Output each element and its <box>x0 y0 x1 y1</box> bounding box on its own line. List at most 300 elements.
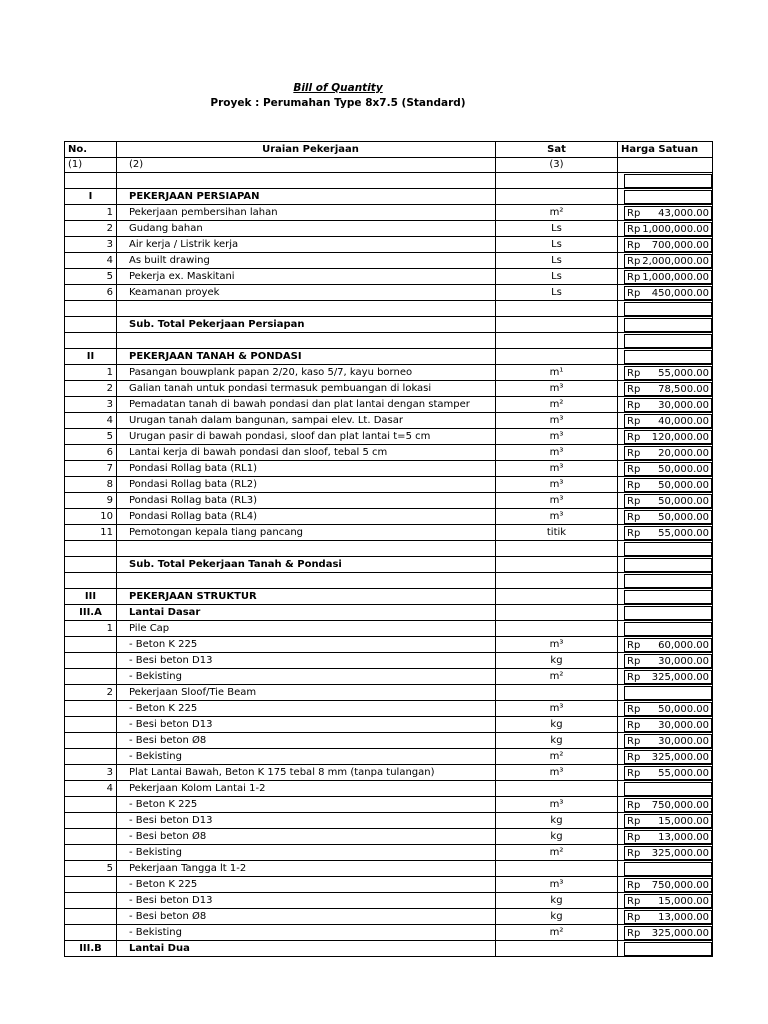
item-unit: m³ <box>496 637 618 653</box>
currency-label: Rp <box>627 287 641 299</box>
price-box <box>624 590 712 604</box>
item-unit-price <box>618 685 713 701</box>
project-subtitle: Proyek : Perumahan Type 8x7.5 (Standard) <box>210 97 466 109</box>
item-unit: m² <box>496 925 618 941</box>
item-description: Pekerjaan Tangga lt 1-2 <box>117 861 496 877</box>
currency-label: Rp <box>627 495 641 507</box>
item-unit: kg <box>496 909 618 925</box>
table-row <box>65 173 713 189</box>
currency-label: Rp <box>627 415 641 427</box>
currency-label: Rp <box>627 831 641 843</box>
item-no: III <box>65 589 117 605</box>
item-description: - Bekisting <box>117 669 496 685</box>
item-description: - Besi beton Ø8 <box>117 733 496 749</box>
item-unit-price <box>618 333 713 349</box>
item-unit-price <box>618 733 713 749</box>
item-no: III.A <box>65 605 117 621</box>
item-description: Pondasi Rollag bata (RL2) <box>117 477 496 493</box>
price-box <box>624 766 712 780</box>
item-unit <box>496 621 618 637</box>
price-box <box>624 558 712 572</box>
item-unit-price <box>618 813 713 829</box>
item-unit: titik <box>496 525 618 541</box>
item-no: III.B <box>65 941 117 957</box>
item-no <box>65 701 117 717</box>
price-amount: 120,000.00 <box>651 431 709 443</box>
item-no: 4 <box>65 253 117 269</box>
table-row <box>65 701 713 717</box>
price-box <box>624 398 712 412</box>
item-unit-price <box>618 349 713 365</box>
price-box <box>624 494 712 508</box>
price-box <box>624 286 712 300</box>
item-unit-price <box>618 397 713 413</box>
item-description: PEKERJAAN STRUKTUR <box>117 589 496 605</box>
item-unit: m³ <box>496 461 618 477</box>
item-unit-price <box>618 765 713 781</box>
item-no: 11 <box>65 525 117 541</box>
price-amount: 43,000.00 <box>658 207 709 219</box>
price-box <box>624 318 712 332</box>
item-unit <box>496 941 618 957</box>
item-no <box>65 845 117 861</box>
item-unit-price <box>618 205 713 221</box>
item-description <box>117 541 496 557</box>
table-row <box>65 909 713 925</box>
item-unit-price <box>618 749 713 765</box>
item-unit-price <box>618 253 713 269</box>
item-unit: m² <box>496 749 618 765</box>
table-row <box>65 189 713 205</box>
item-unit: kg <box>496 893 618 909</box>
price-amount: 50,000.00 <box>658 495 709 507</box>
item-description: Pondasi Rollag bata (RL4) <box>117 509 496 525</box>
price-box <box>624 222 712 236</box>
price-box <box>624 846 712 860</box>
item-unit-price <box>618 829 713 845</box>
item-unit <box>496 189 618 205</box>
table-row <box>65 813 713 829</box>
table-row <box>65 877 713 893</box>
item-unit-price <box>618 605 713 621</box>
price-amount: 30,000.00 <box>658 399 709 411</box>
item-no: 9 <box>65 493 117 509</box>
item-unit <box>496 173 618 189</box>
currency-label: Rp <box>627 927 641 939</box>
price-amount: 20,000.00 <box>658 447 709 459</box>
price-amount: 1,000,000.00 <box>642 223 709 235</box>
item-unit-price <box>618 941 713 957</box>
item-description <box>117 573 496 589</box>
item-unit: m² <box>496 669 618 685</box>
item-description: - Besi beton D13 <box>117 893 496 909</box>
price-amount: 15,000.00 <box>658 815 709 827</box>
item-unit: kg <box>496 813 618 829</box>
item-unit <box>496 573 618 589</box>
item-unit <box>496 333 618 349</box>
price-box <box>624 734 712 748</box>
item-unit-price <box>618 573 713 589</box>
price-box <box>624 670 712 684</box>
item-description: Plat Lantai Bawah, Beton K 175 tebal 8 mm (tanpa tulangan) <box>117 765 496 781</box>
item-no: 8 <box>65 477 117 493</box>
table-row <box>65 269 713 285</box>
item-no <box>65 797 117 813</box>
price-box <box>624 382 712 396</box>
item-unit: m³ <box>496 429 618 445</box>
colnum-4 <box>618 157 713 173</box>
item-unit: m² <box>496 845 618 861</box>
currency-label: Rp <box>627 767 641 779</box>
item-description <box>117 173 496 189</box>
item-description: Urugan tanah dalam bangunan, sampai elev. Lt. Dasar <box>117 413 496 429</box>
price-box <box>624 926 712 940</box>
item-description: - Bekisting <box>117 925 496 941</box>
item-unit: m¹ <box>496 365 618 381</box>
table-row <box>65 461 713 477</box>
item-no <box>65 541 117 557</box>
item-no: 3 <box>65 765 117 781</box>
item-no <box>65 717 117 733</box>
item-description: Air kerja / Listrik kerja <box>117 237 496 253</box>
price-amount: 50,000.00 <box>658 479 709 491</box>
item-no <box>65 877 117 893</box>
price-amount: 55,000.00 <box>658 767 709 779</box>
currency-label: Rp <box>627 223 641 235</box>
column-number-row <box>65 157 713 173</box>
item-unit <box>496 349 618 365</box>
table-row <box>65 365 713 381</box>
price-amount: 325,000.00 <box>651 671 709 683</box>
item-no: 1 <box>65 365 117 381</box>
item-no <box>65 669 117 685</box>
bill-of-quantity-table <box>64 141 713 957</box>
item-unit: kg <box>496 717 618 733</box>
price-box <box>624 350 712 364</box>
price-box <box>624 862 712 876</box>
table-row <box>65 733 713 749</box>
item-no <box>65 301 117 317</box>
item-no <box>65 749 117 765</box>
item-unit: Ls <box>496 269 618 285</box>
item-unit-price <box>618 669 713 685</box>
header-sat: Sat <box>496 142 618 158</box>
table-row <box>65 509 713 525</box>
price-amount: 750,000.00 <box>651 799 709 811</box>
item-unit: m³ <box>496 509 618 525</box>
item-no <box>65 637 117 653</box>
table-row <box>65 781 713 797</box>
price-box <box>624 174 712 188</box>
item-description: Sub. Total Pekerjaan Persiapan <box>117 317 496 333</box>
colnum-2: (2) <box>117 157 496 173</box>
item-no: 3 <box>65 237 117 253</box>
item-unit-price <box>618 861 713 877</box>
currency-label: Rp <box>627 447 641 459</box>
currency-label: Rp <box>627 399 641 411</box>
table-row <box>65 925 713 941</box>
item-no <box>65 653 117 669</box>
item-no: 10 <box>65 509 117 525</box>
item-description: PEKERJAAN PERSIAPAN <box>117 189 496 205</box>
item-unit-price <box>618 509 713 525</box>
item-no: 2 <box>65 221 117 237</box>
table-row <box>65 861 713 877</box>
currency-label: Rp <box>627 639 641 651</box>
item-description: Pekerjaan pembersihan lahan <box>117 205 496 221</box>
price-amount: 700,000.00 <box>651 239 709 251</box>
item-unit <box>496 781 618 797</box>
price-box <box>624 782 712 796</box>
document-title: Bill of Quantity <box>293 82 383 94</box>
table-row <box>65 477 713 493</box>
item-unit-price <box>618 301 713 317</box>
price-amount: 750,000.00 <box>651 879 709 891</box>
item-unit: Ls <box>496 253 618 269</box>
table-row <box>65 493 713 509</box>
item-no: 4 <box>65 781 117 797</box>
price-amount: 55,000.00 <box>658 527 709 539</box>
item-unit: m³ <box>496 877 618 893</box>
table-row <box>65 653 713 669</box>
table-row <box>65 253 713 269</box>
item-unit: m³ <box>496 477 618 493</box>
price-box <box>624 270 712 284</box>
price-box <box>624 478 712 492</box>
item-unit-price <box>618 877 713 893</box>
currency-label: Rp <box>627 911 641 923</box>
table-row <box>65 829 713 845</box>
item-description: - Bekisting <box>117 845 496 861</box>
price-box <box>624 446 712 460</box>
item-unit <box>496 317 618 333</box>
table-row <box>65 525 713 541</box>
item-no: 6 <box>65 445 117 461</box>
item-description: - Besi beton D13 <box>117 717 496 733</box>
currency-label: Rp <box>627 527 641 539</box>
price-amount: 30,000.00 <box>658 735 709 747</box>
item-unit-price <box>618 445 713 461</box>
item-description: Lantai kerja di bawah pondasi dan sloof, tebal 5 cm <box>117 445 496 461</box>
price-box <box>624 942 712 956</box>
item-unit: kg <box>496 733 618 749</box>
item-no: 7 <box>65 461 117 477</box>
item-unit: m³ <box>496 413 618 429</box>
item-no: 5 <box>65 269 117 285</box>
item-unit: Ls <box>496 221 618 237</box>
item-unit-price <box>618 189 713 205</box>
item-no <box>65 173 117 189</box>
item-description: Lantai Dasar <box>117 605 496 621</box>
item-unit-price <box>618 285 713 301</box>
currency-label: Rp <box>627 815 641 827</box>
item-description: Urugan pasir di bawah pondasi, sloof dan plat lantai t=5 cm <box>117 429 496 445</box>
table-row <box>65 413 713 429</box>
item-no <box>65 909 117 925</box>
price-amount: 325,000.00 <box>651 847 709 859</box>
item-unit <box>496 605 618 621</box>
item-no: 6 <box>65 285 117 301</box>
item-unit-price <box>618 221 713 237</box>
table-row <box>65 237 713 253</box>
price-box <box>624 190 712 204</box>
item-no <box>65 925 117 941</box>
table-row <box>65 397 713 413</box>
item-description: Lantai Dua <box>117 941 496 957</box>
price-box <box>624 206 712 220</box>
price-box <box>624 814 712 828</box>
price-box <box>624 686 712 700</box>
table-row <box>65 541 713 557</box>
header-price: Harga Satuan <box>618 142 713 158</box>
item-unit: m² <box>496 397 618 413</box>
price-box <box>624 238 712 252</box>
currency-label: Rp <box>627 703 641 715</box>
price-amount: 325,000.00 <box>651 927 709 939</box>
item-description <box>117 333 496 349</box>
price-box <box>624 702 712 716</box>
price-box <box>624 894 712 908</box>
price-amount: 60,000.00 <box>658 639 709 651</box>
price-box <box>624 606 712 620</box>
table-row <box>65 429 713 445</box>
currency-label: Rp <box>627 255 641 267</box>
item-description <box>117 301 496 317</box>
item-unit-price <box>618 461 713 477</box>
item-unit-price <box>618 621 713 637</box>
price-box <box>624 254 712 268</box>
currency-label: Rp <box>627 735 641 747</box>
currency-label: Rp <box>627 879 641 891</box>
item-description: - Besi beton D13 <box>117 813 496 829</box>
item-no: 2 <box>65 685 117 701</box>
item-unit-price <box>618 269 713 285</box>
item-unit-price <box>618 637 713 653</box>
item-no <box>65 333 117 349</box>
item-unit-price <box>618 557 713 573</box>
table-row <box>65 893 713 909</box>
item-no: II <box>65 349 117 365</box>
item-description: - Beton K 225 <box>117 797 496 813</box>
item-unit-price <box>618 381 713 397</box>
item-no <box>65 813 117 829</box>
header-row <box>65 142 713 158</box>
item-description: Galian tanah untuk pondasi termasuk pembuangan di lokasi <box>117 381 496 397</box>
item-unit <box>496 301 618 317</box>
item-unit-price <box>618 717 713 733</box>
price-box <box>624 430 712 444</box>
item-unit-price <box>618 365 713 381</box>
item-unit: m² <box>496 205 618 221</box>
table-row <box>65 445 713 461</box>
item-unit <box>496 541 618 557</box>
table-row <box>65 557 713 573</box>
item-no: 5 <box>65 429 117 445</box>
item-unit-price <box>618 925 713 941</box>
table-row <box>65 349 713 365</box>
currency-label: Rp <box>627 431 641 443</box>
colnum-3: (3) <box>496 157 618 173</box>
item-no: 4 <box>65 413 117 429</box>
price-box <box>624 366 712 380</box>
item-no <box>65 573 117 589</box>
item-unit: m³ <box>496 445 618 461</box>
item-no <box>65 317 117 333</box>
item-unit: m³ <box>496 765 618 781</box>
price-box <box>624 510 712 524</box>
item-unit-price <box>618 653 713 669</box>
table-row <box>65 797 713 813</box>
item-no <box>65 557 117 573</box>
price-box <box>624 718 712 732</box>
item-description: Keamanan proyek <box>117 285 496 301</box>
table-row <box>65 941 713 957</box>
item-description: Pemotongan kepala tiang pancang <box>117 525 496 541</box>
price-box <box>624 414 712 428</box>
currency-label: Rp <box>627 671 641 683</box>
currency-label: Rp <box>627 479 641 491</box>
item-unit <box>496 861 618 877</box>
price-amount: 13,000.00 <box>658 911 709 923</box>
item-unit: kg <box>496 653 618 669</box>
item-description: - Beton K 225 <box>117 701 496 717</box>
table-row <box>65 317 713 333</box>
price-amount: 450,000.00 <box>651 287 709 299</box>
table-row <box>65 205 713 221</box>
item-no: 1 <box>65 205 117 221</box>
currency-label: Rp <box>627 367 641 379</box>
currency-label: Rp <box>627 383 641 395</box>
price-box <box>624 638 712 652</box>
item-unit-price <box>618 701 713 717</box>
colnum-1: (1) <box>65 157 117 173</box>
item-description: Pondasi Rollag bata (RL1) <box>117 461 496 477</box>
price-box <box>624 334 712 348</box>
table-row <box>65 749 713 765</box>
item-description: - Bekisting <box>117 749 496 765</box>
price-box <box>624 750 712 764</box>
table-row <box>65 637 713 653</box>
item-unit-price <box>618 413 713 429</box>
item-unit-price <box>618 237 713 253</box>
item-no: 3 <box>65 397 117 413</box>
price-amount: 15,000.00 <box>658 895 709 907</box>
item-description: As built drawing <box>117 253 496 269</box>
item-description: Pekerjaan Sloof/Tie Beam <box>117 685 496 701</box>
currency-label: Rp <box>627 207 641 219</box>
table-row <box>65 285 713 301</box>
table-row <box>65 221 713 237</box>
price-amount: 40,000.00 <box>658 415 709 427</box>
item-description: Sub. Total Pekerjaan Tanah & Pondasi <box>117 557 496 573</box>
price-amount: 13,000.00 <box>658 831 709 843</box>
item-no: 5 <box>65 861 117 877</box>
item-unit-price <box>618 317 713 333</box>
item-unit-price <box>618 845 713 861</box>
currency-label: Rp <box>627 463 641 475</box>
item-unit-price <box>618 893 713 909</box>
table-row <box>65 573 713 589</box>
item-description: Pekerja ex. Maskitani <box>117 269 496 285</box>
item-unit-price <box>618 781 713 797</box>
item-unit <box>496 589 618 605</box>
currency-label: Rp <box>627 719 641 731</box>
item-unit: Ls <box>496 237 618 253</box>
item-description: Pile Cap <box>117 621 496 637</box>
table-row <box>65 605 713 621</box>
item-description: Gudang bahan <box>117 221 496 237</box>
item-unit-price <box>618 797 713 813</box>
